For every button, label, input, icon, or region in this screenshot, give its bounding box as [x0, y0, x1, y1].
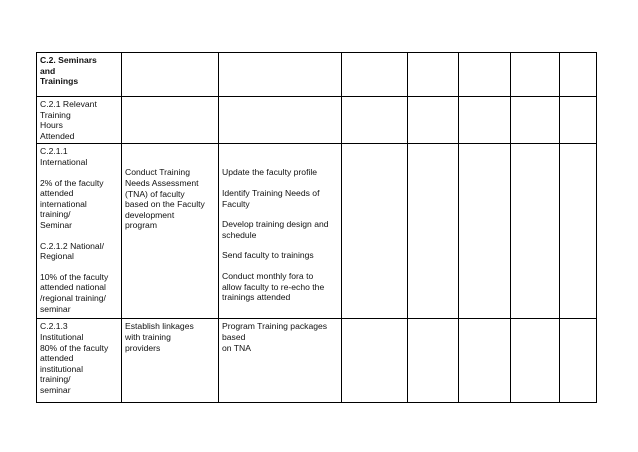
strategy-text: Establish linkages with training providers — [125, 321, 194, 353]
empty-cell — [408, 97, 459, 144]
strategy-text: Conduct Training Needs Assessment (TNA) of faculty based on the Faculty development program — [125, 167, 205, 231]
empty-cell — [560, 53, 597, 97]
empty-cell — [342, 319, 408, 403]
empty-cell — [459, 53, 511, 97]
indicator-text: C.2.1.1 International — [40, 146, 88, 167]
empty-cell — [408, 144, 459, 319]
strategy-cell — [122, 144, 219, 319]
empty-cell — [219, 53, 342, 97]
empty-cell — [459, 97, 511, 144]
empty-cell — [560, 144, 597, 319]
seminars-trainings-table — [36, 52, 597, 403]
empty-cell — [560, 97, 597, 144]
strategy-cell — [122, 319, 219, 403]
indicator-text: 2% of the faculty attended international training/ Seminar — [40, 177, 104, 230]
table-row-header — [37, 53, 597, 97]
activity-text: Send faculty to trainings — [222, 250, 314, 261]
empty-cell — [122, 53, 219, 97]
section-title-cell — [37, 53, 122, 97]
empty-cell — [342, 144, 408, 319]
activity-text: Develop training design and schedule — [222, 219, 329, 240]
indicator-text: C.2.1 Relevant Training Hours Attended — [40, 99, 97, 141]
activity-text: Conduct monthly fora to allow faculty to re-echo the trainings attended — [222, 270, 325, 303]
indicator-text: C.2.1.3 Institutional 80% of the faculty attended institutional training/ seminar — [40, 321, 109, 395]
activities-cell — [219, 144, 342, 319]
activity-text: Identify Training Needs of Faculty — [222, 187, 320, 209]
empty-cell — [511, 53, 560, 97]
activity-text: Update the faculty profile — [222, 167, 318, 178]
indicator-text: C.2.1.2 National/ Regional — [40, 240, 105, 262]
table-row — [37, 144, 597, 319]
empty-cell — [408, 53, 459, 97]
empty-cell — [122, 97, 219, 144]
empty-cell — [342, 97, 408, 144]
indicator-cell — [37, 97, 122, 144]
empty-cell — [511, 319, 560, 403]
empty-cell — [219, 97, 342, 144]
empty-cell — [560, 319, 597, 403]
empty-cell — [511, 97, 560, 144]
table-row — [37, 97, 597, 144]
empty-cell — [459, 144, 511, 319]
empty-cell — [342, 53, 408, 97]
indicator-cell — [37, 144, 122, 319]
section-title: C.2. Seminars and Trainings — [40, 55, 97, 87]
indicator-cell — [37, 319, 122, 403]
table-row — [37, 319, 597, 403]
empty-cell — [459, 319, 511, 403]
indicator-text: 10% of the faculty attended national /regional training/ seminar — [40, 271, 109, 314]
activities-cell — [219, 319, 342, 403]
empty-cell — [511, 144, 560, 319]
empty-cell — [408, 319, 459, 403]
activity-text: Program Training packages based on TNA — [222, 321, 328, 353]
